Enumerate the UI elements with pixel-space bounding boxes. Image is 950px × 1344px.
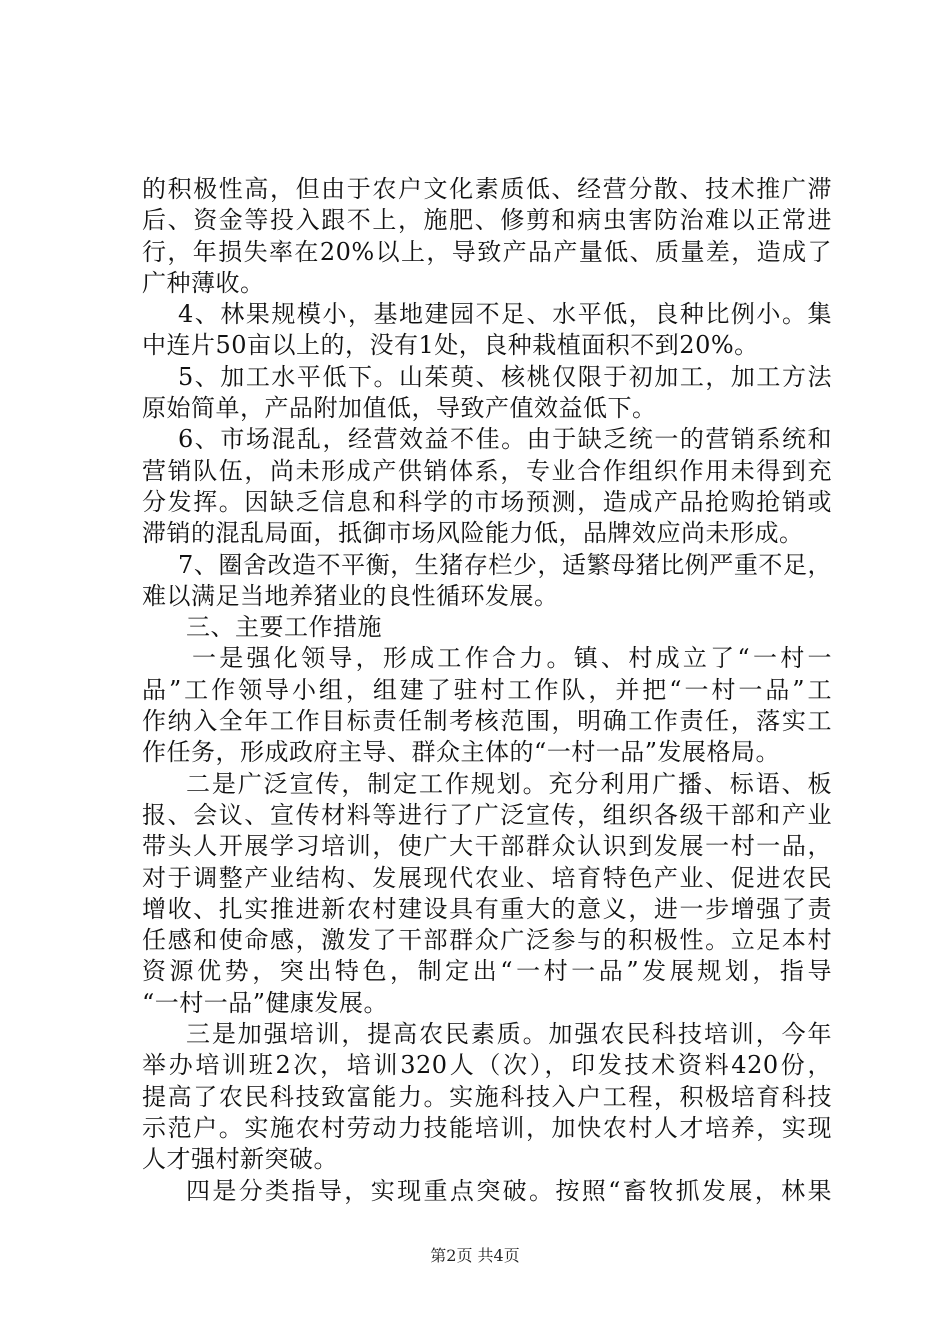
text-line: 带头人开展学习培训，使广大干部群众认识到发展一村一品， [142,832,832,861]
text-line: 4、林果规模小，基地建园不足、水平低，良种比例小。集 [178,300,832,329]
page-footer: 第2页 共4页 [430,1246,520,1265]
text-line: 资源优势，突出特色，制定出“一村一品”发展规划，指导 [142,957,832,986]
text-line: 任感和使命感，激发了干部群众广泛参与的积极性。立足本村 [142,926,832,955]
text-line: 中连片50亩以上的，没有1处，良种栽植面积不到20%。 [142,331,759,360]
text-line: 广种薄收。 [142,268,265,297]
text-line: 行，年损失率在20%以上，导致产品产量低、质量差，造成了 [142,237,832,266]
text-line: 作任务，形成政府主导、群众主体的“一村一品”发展格局。 [142,738,781,767]
text-line: 营销队伍，尚未形成产供销体系，专业合作组织作用未得到充 [142,456,832,485]
text-line: 提高了农民科技致富能力。实施科技入户工程，积极培育科技 [142,1082,832,1111]
text-line: 作纳入全年工作目标责任制考核范围，明确工作责任，落实工 [142,707,832,736]
text-line: 原始简单，产品附加值低，导致产值效益低下。 [142,394,657,423]
text-line: 分发挥。因缺乏信息和科学的市场预测，造成产品抢购抢销或 [142,487,832,516]
text-line: 举办培训班2次，培训320人（次），印发技术资料420份， [142,1051,832,1080]
text-line: 难以满足当地养猪业的良性循环发展。 [142,581,559,610]
text-line: 的积极性高，但由于农户文化素质低、经营分散、技术推广滞 [142,175,832,203]
text-line: 三是加强培训，提高农民素质。加强农民科技培训，今年 [186,1020,832,1049]
text-line: 一是强化领导，形成工作合力。镇、村成立了“一村一 [192,644,832,673]
text-line: 报、会议、宣传材料等进行了广泛宣传，组织各级干部和产业 [142,800,832,829]
text-line: 5、加工水平低下。山茱萸、核桃仅限于初加工，加工方法 [178,362,832,391]
text-line: 二是广泛宣传，制定工作规划。充分利用广播、标语、板 [186,769,832,798]
text-line: 7、圈舍改造不平衡，生猪存栏少，适繁母猪比例严重不足， [178,550,832,579]
text-line: 示范户。实施农村劳动力技能培训，加快农村人才培养，实现 [142,1113,832,1142]
body-text [142,174,832,1207]
text-line: 三、主要工作措施 [186,613,382,642]
text-line: 对于调整产业结构、发展现代农业、培育特色产业、促进农民 [142,863,832,892]
text-line: 滞销的混乱局面，抵御市场风险能力低，品牌效应尚未形成。 [142,519,804,548]
text-line: 增收、扎实推进新农村建设具有重大的意义，进一步增强了责 [142,894,832,923]
text-line: 6、市场混乱，经营效益不佳。由于缺乏统一的营销系统和 [178,425,832,454]
text-line: 四是分类指导，实现重点突破。按照“畜牧抓发展，林果 [186,1176,832,1205]
text-line: “一村一品”健康发展。 [142,988,389,1017]
text-line: 人才强村新突破。 [142,1145,338,1174]
text-line: 后、资金等投入跟不上，施肥、修剪和病虫害防治难以正常进 [142,206,832,235]
text-line: 品”工作领导小组，组建了驻村工作队，并把“一村一品”工 [142,675,832,704]
